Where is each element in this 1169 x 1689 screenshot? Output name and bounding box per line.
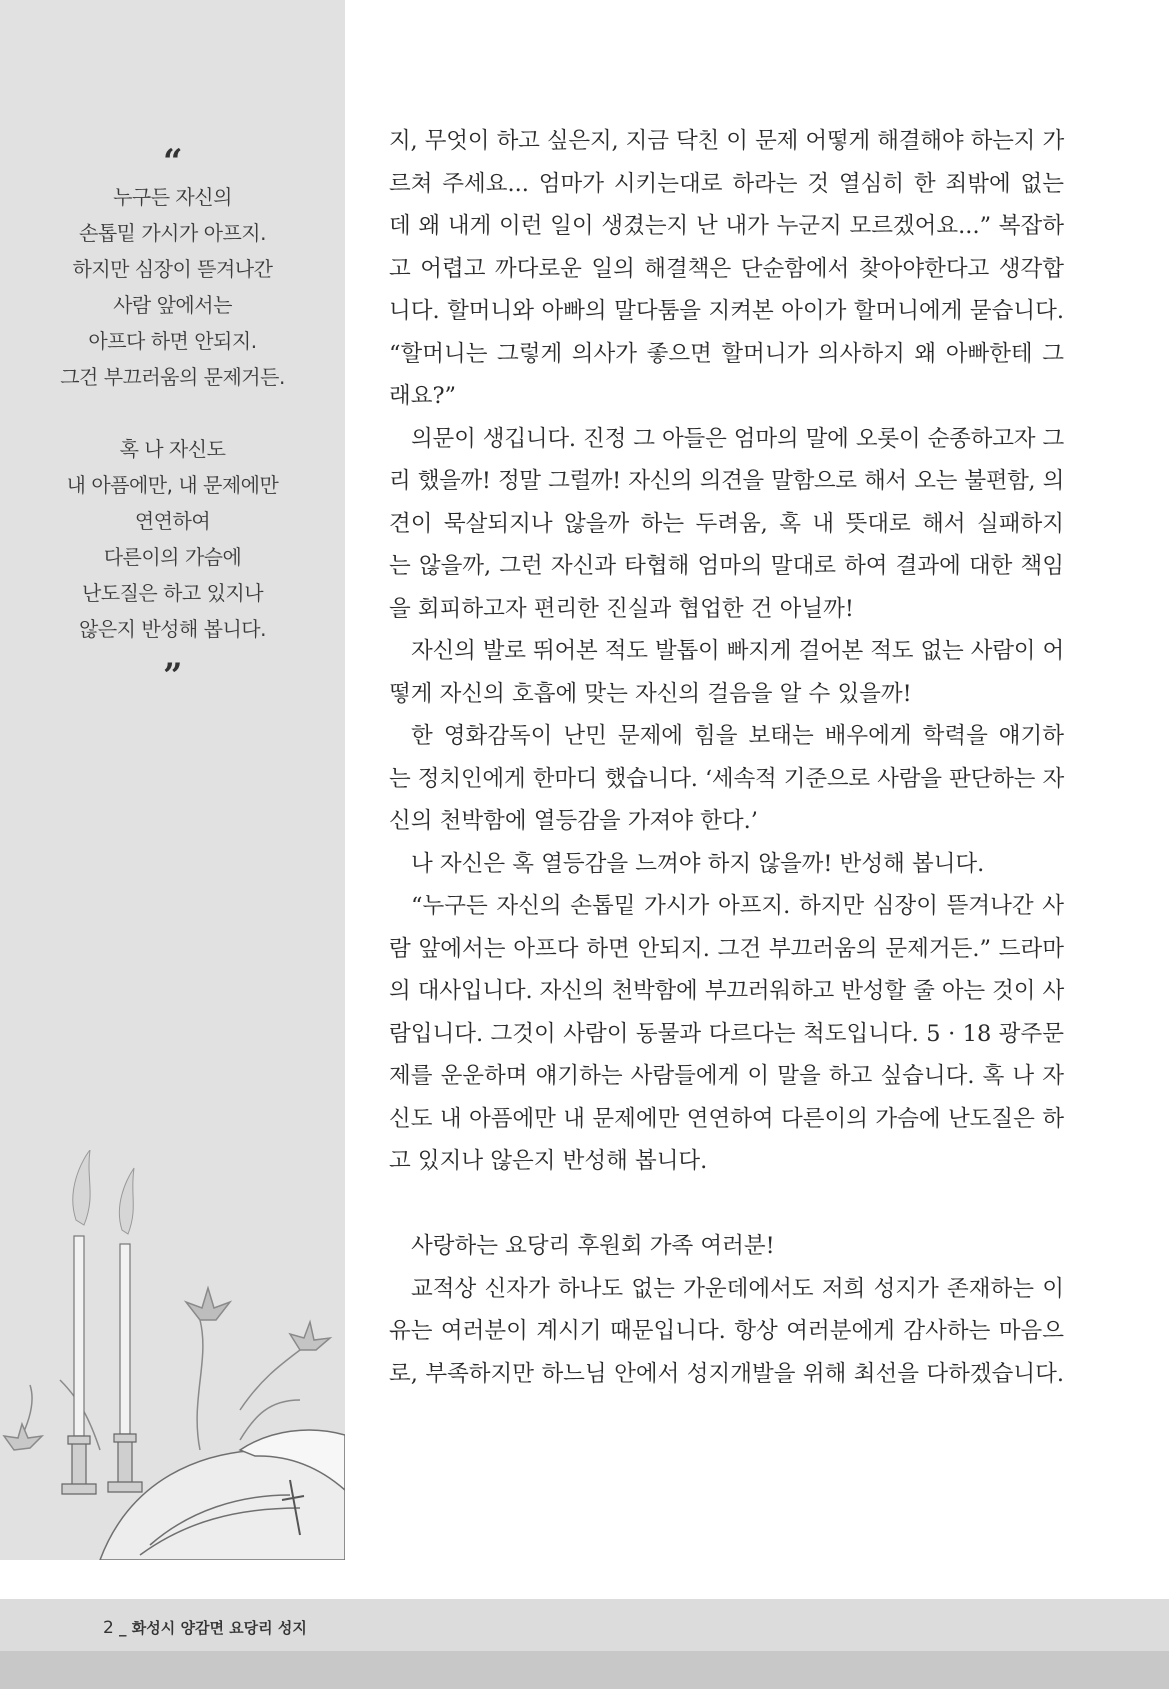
open-bible-illustration [100,1430,345,1560]
quote-line: 연연하여 [134,509,211,533]
body-line: 유는 여러분이 계시기 때문입니다. 항상 여러분에게 감사하는 마음으 [389,1318,1064,1344]
body-line: 데 왜 내게 이런 일이 생겼는지 난 내가 누군지 모르겠어요...” 복잡하 [389,213,1064,239]
quote-line: 내 아픔에만, 내 문제에만 [66,473,279,497]
quote-line: 사람 앞에서는 [113,293,232,317]
body-line: 신도 내 아픔에만 내 문제에만 연연하여 다른이의 가슴에 난도질은 하 [389,1105,1064,1132]
footer-title: 화성시 양감면 요당리 성지 [131,1619,307,1637]
open-quote-mark: “ [162,142,183,182]
body-line: 의 대사입니다. 자신의 천박함에 부끄러워하고 반성할 줄 아는 것이 사 [389,978,1064,1004]
candles-illustration [62,1150,142,1494]
quote-line: 아프다 하면 안되지. [88,329,257,353]
body-line: 나 자신은 혹 열등감을 느껴야 하지 않을까! 반성해 봅니다. [411,850,985,877]
pull-quote [0,142,345,696]
body-line: “할머니는 그렇게 의사가 좋으면 할머니가 의사하지 왜 아빠한테 그 [389,340,1064,367]
quote-line: 않은지 반성해 봅니다. [79,617,266,641]
body-line: 신의 천박함에 열등감을 가져야 한다.’ [389,808,758,834]
body-line: 교적상 신자가 하나도 없는 가운데에서도 저희 성지가 존재하는 이 [411,1275,1064,1302]
page-footer [103,1617,307,1638]
paragraph-gap [389,1183,1064,1226]
candles-and-bible-illustration [0,1150,345,1560]
quote-line: 손톱밑 가시가 아프지. [79,221,266,245]
body-line: “누구든 자신의 손톱밑 가시가 아프지. 하지만 심장이 뜯겨나간 사 [411,893,1064,919]
body-line: 리 했을까! 정말 그럴까! 자신의 의견을 말함으로 해서 오는 불편함, 의 [389,468,1064,494]
quote-line: 하지만 심장이 뜯겨나간 [72,257,273,281]
body-line: 한 영화감독이 난민 문제에 힘을 보태는 배우에게 학력을 얘기하 [411,723,1064,749]
body-line: 로, 부족하지만 하느님 안에서 성지개발을 위해 최선을 다하겠습니다. [389,1360,1064,1387]
body-line: 떻게 자신의 호흡에 맞는 자신의 걸음을 알 수 있을까! [389,680,912,707]
article-body [389,120,1064,1395]
close-quote-mark: ” [162,656,183,696]
body-line: 견이 묵살되지나 않을까 하는 두려움, 혹 내 뜻대로 해서 실패하지 [389,510,1064,537]
body-line: 제를 운운하며 얘기하는 사람들에게 이 말을 하고 싶습니다. 혹 나 자 [389,1063,1064,1089]
quote-line: 누구든 자신의 [113,185,232,209]
body-line: 래요?” [389,383,457,409]
body-line: 고 있지나 않은지 반성해 봅니다. [389,1148,708,1174]
footer-bottom-band [0,1651,1169,1689]
page-number: 2 [103,1618,114,1638]
body-line: 자신의 발로 뛰어본 적도 발톱이 빠지게 걸어본 적도 없는 사람이 어 [411,638,1064,664]
body-line: 지, 무엇이 하고 싶은지, 지금 닥친 이 문제 어떻게 해결해야 하는지 가 [389,128,1064,154]
sidebar-panel [0,0,345,1560]
body-line: 니다. 할머니와 아빠의 말다툼을 지켜본 아이가 할머니에게 묻습니다. [389,298,1064,324]
body-line: 의문이 생깁니다. 진정 그 아들은 엄마의 말에 오롯이 순종하고자 그 [411,425,1064,452]
body-line: 람 앞에서는 아프다 하면 안되지. 그건 부끄러움의 문제거든.” 드라마 [389,935,1064,962]
quote-line: 그건 부끄러움의 문제거든. [60,365,285,389]
body-line: 는 않을까, 그런 자신과 타협해 엄마의 말대로 하여 결과에 대한 책임 [389,553,1064,579]
body-line: 람입니다. 그것이 사람이 동물과 다르다는 척도입니다. 5 · 18 광주문 [389,1020,1064,1047]
body-line: 을 회피하고자 편리한 진실과 협업한 건 아닐까! [389,595,854,622]
quote-line: 난도질은 하고 있지나 [81,581,264,605]
body-line: 는 정치인에게 한마디 했습니다. ‘세속적 기준으로 사람을 판단하는 자 [389,765,1064,792]
flower-vine-illustration [4,1288,330,1450]
quote-line: 혹 나 자신도 [119,437,226,461]
body-line: 고 어렵고 까다로운 일의 해결책은 단순함에서 찾아야한다고 생각합 [389,255,1064,282]
footer-separator: _ [113,1619,132,1637]
quote-line: 다른이의 가슴에 [103,545,242,569]
body-line: 르쳐 주세요... 엄마가 시키는대로 하라는 것 열심히 한 죄밖에 없는 [389,170,1064,197]
body-line: 사랑하는 요당리 후원회 가족 여러분! [411,1233,775,1259]
